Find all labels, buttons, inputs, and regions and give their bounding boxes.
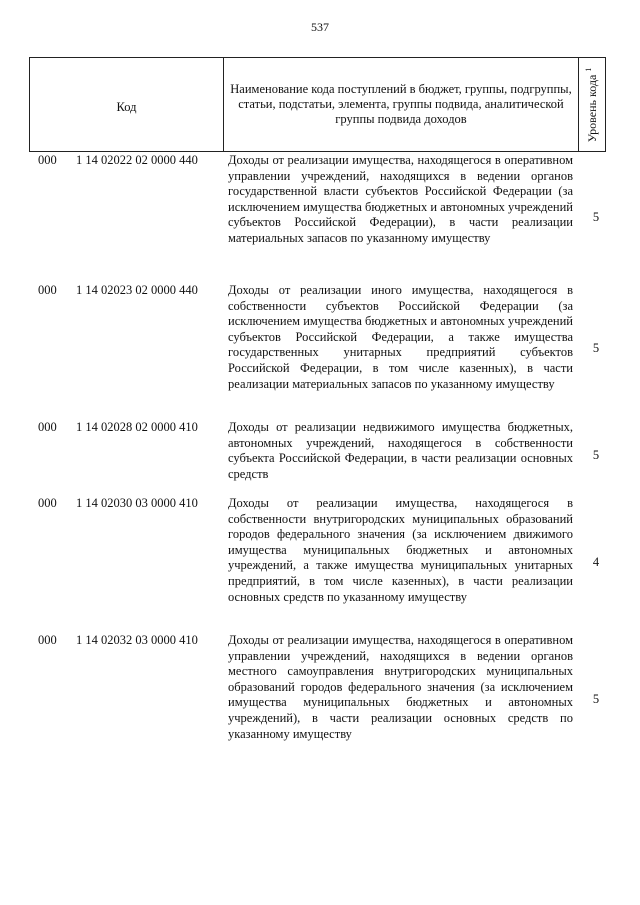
header-level-footnote: 1	[584, 67, 593, 72]
row-code	[38, 496, 228, 512]
row-name: Доходы от реализации имущества, находящегося в оперативном управлении учреждений, находящихся в ведении органов местного самоуправления внутригородских муниципальных образований городов федерального значения (за исключением имущества муниципальных бюджетных и автономных учреждений), в части реализации основных средств по указанному имуществу	[228, 633, 573, 741]
row-name: Доходы от реализации имущества, находящегося в собственности внутригородских муниципальных образований городов федерального значения (за исключением движимого имущества муниципальных бюджетных и автономных учреждений, а также имущества муниципальных унитарных предприятий, в том числе казенных), в части реализации основных средств по указанному имуществу	[228, 496, 573, 604]
row-revenue-code: 1 14 02023 02 0000 440	[76, 283, 198, 297]
row-revenue-code: 1 14 02032 03 0000 410	[76, 633, 198, 647]
row-level: 5	[592, 448, 600, 462]
row-revenue-code: 1 14 02030 03 0000 410	[76, 496, 198, 510]
row-code	[38, 420, 228, 436]
row-revenue-code: 1 14 02028 02 0000 410	[76, 420, 198, 434]
row-admin-code: 000	[38, 283, 57, 297]
header-level-label	[584, 67, 600, 142]
row-name: Доходы от реализации иного имущества, находящегося в собственности субъектов Российской Федерации (за исключением имущества бюджетных и автономных учреждений субъектов Российской Федерации, а также имущества государственных унитарных предприятий субъектов Российской Федерации, в том числе казенных), в части реализации материальных запасов по указанному имуществу	[228, 283, 573, 391]
row-level: 5	[592, 692, 600, 706]
row-revenue-code: 1 14 02022 02 0000 440	[76, 153, 198, 167]
header-level-text: Уровень кода	[585, 74, 599, 142]
row-name: Доходы от реализации имущества, находящегося в оперативном управлении учреждений, находящихся в ведении органов государственной власти субъектов Российской Федерации (за исключением имущества бюджетных и автономных учреждений субъектов Российской Федерации), в части реализации материальных запасов по указанному имуществу	[228, 153, 573, 245]
page-number: 537	[311, 20, 329, 34]
row-admin-code: 000	[38, 420, 57, 434]
header-name: Наименование кода поступлений в бюджет, группы, подгруппы, статьи, подстатьи, элемента, группы подвида, аналитической группы подвида доходов	[224, 58, 579, 151]
row-admin-code: 000	[38, 153, 57, 167]
row-name: Доходы от реализации недвижимого имущества бюджетных, автономных учреждений, находящегося в собственности субъекта Российской Федерации, в части реализации основных средств	[228, 420, 573, 481]
row-level: 5	[592, 341, 600, 355]
row-level: 4	[592, 555, 600, 569]
row-code	[38, 633, 228, 649]
row-admin-code: 000	[38, 633, 57, 647]
row-admin-code: 000	[38, 496, 57, 510]
header-level	[579, 58, 605, 151]
header-code: Код	[30, 58, 224, 151]
table-header	[29, 57, 606, 152]
row-code	[38, 153, 228, 169]
row-code	[38, 283, 228, 299]
row-level: 5	[592, 210, 600, 224]
